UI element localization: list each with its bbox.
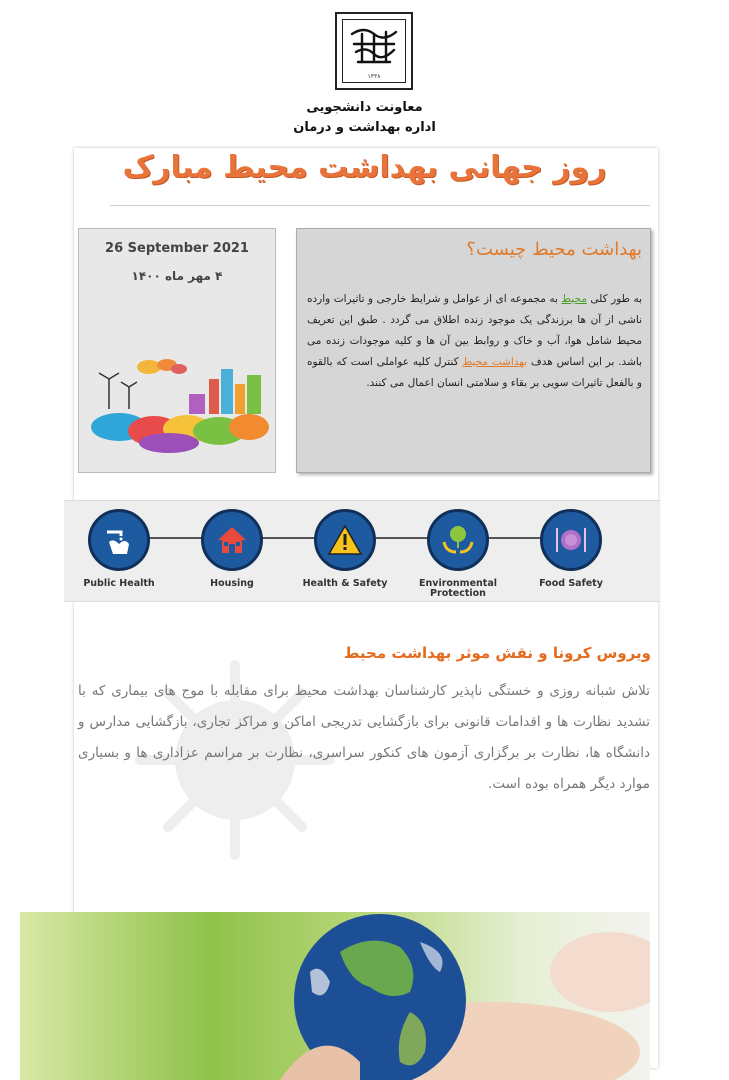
earth-in-hands-photo: [20, 912, 650, 1080]
section-body: تلاش شبانه روزی و خستگی ناپذیر کارشناسان بهداشت محیط برای مقابله با موج های بیماری که با تشدید نظارت ها و اقدامات قانونی برای بازگشایی تدریجی اماکن و مراکز تجاری، بازگشایی مدارس و دانشگاه ها، نظارت بر برگزاری آزمون های کنکور سراسری، نظارت بر مراسم عزاداری ها و بسیاری موارد دیگر همراه بوده است.: [78, 683, 650, 792]
house-icon: [201, 509, 263, 571]
university-logo: [335, 12, 413, 90]
header-line-2: اداره بهداشت و درمان: [293, 120, 436, 135]
university-seal-icon: ۱۳۳۸: [342, 19, 406, 83]
icons-band: [64, 500, 660, 602]
info-text-1: به طور کلی: [586, 293, 642, 305]
environmental-health-link[interactable]: بهداشت محیط: [462, 356, 528, 368]
info-paragraph: [307, 289, 642, 394]
plate-cutlery-icon: [540, 509, 602, 571]
icon-label-health-safety: Health & Safety: [302, 578, 388, 589]
header-text: [0, 98, 729, 138]
icon-label-food-safety: Food Safety: [539, 578, 603, 589]
date-box: [78, 228, 276, 473]
title-divider: [110, 205, 650, 206]
info-text-3: کنترل کلیه عواملی است که بالقوه و بالفعل تاثیرات سویی بر بقاء و سلامتی انسان اعمال می کنند.: [307, 356, 642, 389]
date-persian: ۴ مهر ماه ۱۴۰۰: [131, 269, 223, 283]
warning-icon: [314, 509, 376, 571]
tree-hands-icon: [427, 509, 489, 571]
date-english: 26 September 2021: [105, 241, 249, 256]
info-heading: بهداشت محیط چیست؟: [466, 239, 642, 260]
icon-label-housing: Housing: [210, 578, 254, 589]
info-text-2: به مجموعه ای از عوامل و شرایط خارجی و تاثیرات وارده ناشی از آن ها برزندگی یک موجود زنده اطلاق می گردد . طبق این تعریف محیط شامل هوا، آب و خاک و روابط بین آن ها و کلیه موجودات زنده می باشد. بر این اساس هدف: [307, 293, 642, 368]
icon-label-environmental-protection: Environmental Protection: [419, 578, 497, 599]
info-box: [296, 228, 651, 473]
city-eco-illustration: [79, 339, 275, 459]
environment-link[interactable]: محیط: [561, 293, 587, 305]
hand-washing-icon: [88, 509, 150, 571]
header-line-1: معاونت دانشجویی: [306, 100, 423, 115]
page-title: روز جهانی بهداشت محیط مبارک: [122, 150, 607, 185]
section-heading: ویروس کرونا و نقش موثر بهداشت محیط: [343, 644, 651, 662]
icon-label-public-health: Public Health: [83, 578, 155, 589]
